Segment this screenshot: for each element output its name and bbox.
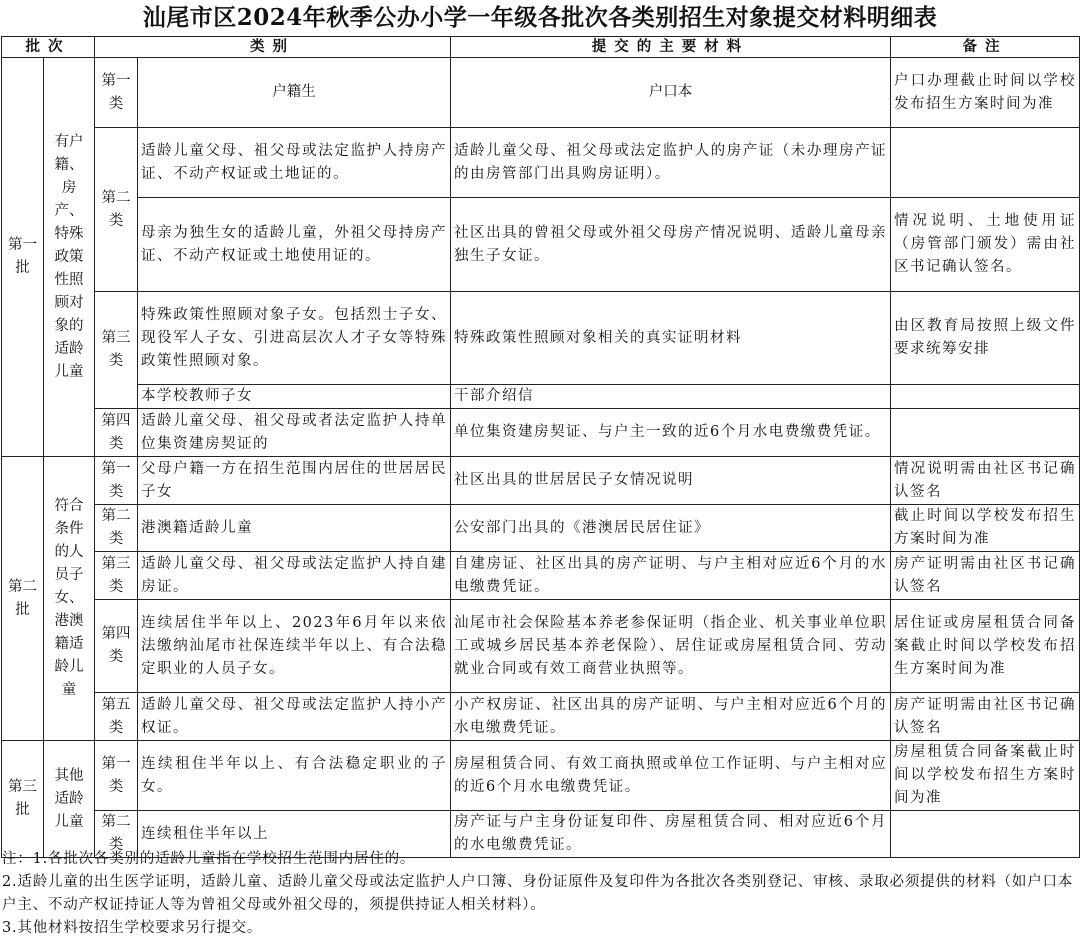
batch2-r4-cat: 连续居住半年以上、2023年6月年以来依法缴纳汕尾市社保连续半年以上、有合法稳定职业的人员子女。 bbox=[138, 600, 451, 693]
batch2-r5-cat: 适龄儿童父母、祖父母或法定监护人持小产权证。 bbox=[138, 693, 451, 741]
note-1: 注：1.各批次各类别的适龄儿童指在学校招生范围内居住的。 bbox=[2, 851, 416, 867]
enrollment-table bbox=[1, 36, 1080, 858]
batch1-r1-cat: 户籍生 bbox=[138, 58, 451, 128]
batch1-group: 有户籍、房产、特殊政策性照顾对象的适龄儿童 bbox=[44, 58, 95, 457]
batch2-r4-rem: 居住证或房屋租赁合同备案截止时间以学校发布招生方案时间为准 bbox=[891, 600, 1080, 693]
batch2-group: 符合条件的人员子女、港澳籍适龄儿童 bbox=[44, 457, 95, 741]
table-row bbox=[2, 600, 1080, 693]
table-row bbox=[2, 693, 1080, 741]
batch2-r5-sub: 第五类 bbox=[95, 693, 138, 741]
batch2-r3-cat: 适龄儿童父母、祖父母或法定监护人持自建房证。 bbox=[138, 552, 451, 600]
batch2-r1-cat: 父母户籍一方在招生范围内居住的世居居民子女 bbox=[138, 457, 451, 505]
batch1-r3-rem: 情况说明、土地使用证（房管部门颁发）需由社区书记确认签名。 bbox=[891, 198, 1080, 292]
batch3-r1-cat: 连续租住半年以上、有合法稳定职业的子女。 bbox=[138, 741, 451, 811]
batch1-r6-mat: 单位集资建房契证、与户主一致的近6个月水电费缴费凭证。 bbox=[451, 409, 891, 457]
batch1-r6-sub: 第四类 bbox=[95, 409, 138, 457]
batch2-r5-mat: 小产权房证、社区出具的房产证明、与户主相对应近6个月的水电缴费凭证。 bbox=[451, 693, 891, 741]
batch3-label: 第三批 bbox=[2, 741, 44, 858]
table-row bbox=[2, 292, 1080, 385]
batch1-r4-mat: 特殊政策性照顾对象相关的真实证明材料 bbox=[451, 292, 891, 385]
page-title: 汕尾市区2024年秋季公办小学一年级各批次各类别招生对象提交材料明细表 bbox=[142, 4, 938, 31]
header-category: 类别 bbox=[95, 37, 451, 58]
batch3-r1-mat: 房屋租赁合同、有效工商执照或单位工作证明、与户主相对应的近6个月水电缴费凭证。 bbox=[451, 741, 891, 811]
batch2-r2-cat: 港澳籍适龄儿童 bbox=[138, 505, 451, 552]
table-row bbox=[2, 409, 1080, 457]
table-row bbox=[2, 128, 1080, 198]
batch3-r2-cat: 连续租住半年以上 bbox=[138, 811, 451, 858]
batch2-r2-mat: 公安部门出具的《港澳居民居住证》 bbox=[451, 505, 891, 552]
note-3: 3.其他材料按招生学校要求另行提交。 bbox=[2, 920, 263, 936]
batch3-r1-sub: 第一类 bbox=[95, 741, 138, 811]
batch1-r4-cat: 特殊政策性照顾对象子女。包括烈士子女、现役军人子女、引进高层次人才子女等特殊政策性照顾对象。 bbox=[138, 292, 451, 385]
header-batch: 批次 bbox=[2, 37, 95, 58]
batch1-r2-rem bbox=[891, 128, 1080, 198]
batch2-r2-sub: 第二类 bbox=[95, 505, 138, 552]
batch1-r1-mat: 户口本 bbox=[451, 58, 891, 128]
table-row bbox=[2, 385, 1080, 409]
batch3-r2-mat: 房产证与户主身份证复印件、房屋租赁合同、相对应近6个月的水电缴费凭证。 bbox=[451, 811, 891, 858]
batch2-r2-rem: 截止时间以学校发布招生方案时间为准 bbox=[891, 505, 1080, 552]
table-row bbox=[2, 741, 1080, 811]
batch2-r1-sub: 第一类 bbox=[95, 457, 138, 505]
header-remarks: 备注 bbox=[891, 37, 1080, 58]
batch2-r3-rem: 房产证明需由社区书记确认签名 bbox=[891, 552, 1080, 600]
batch1-r5-rem bbox=[891, 385, 1080, 409]
batch3-group: 其他适龄儿童 bbox=[44, 741, 95, 858]
batch3-r1-rem: 房屋租赁合同备案截止时间以学校发布招生方案时间为准 bbox=[891, 741, 1080, 811]
table-row bbox=[2, 58, 1080, 128]
batch3-r2-sub: 第二类 bbox=[95, 811, 138, 858]
note-2: 2.适龄儿童的出生医学证明，适龄儿童、适龄儿童父母或法定监护人户口簿、身份证原件及复印件为各批次各类别登记、审核、录取必须提供的材料（如户口本户主、不动产权证持证人等为曾祖父母或外祖父母的，须提供持证人相关材料）。 bbox=[2, 874, 1074, 913]
table-row bbox=[2, 505, 1080, 552]
batch1-r5-cat: 本学校教师子女 bbox=[138, 385, 451, 409]
batch2-r5-rem: 房产证明需由社区书记确认签名 bbox=[891, 693, 1080, 741]
batch2-r4-mat: 汕尾市社会保险基本养老参保证明（指企业、机关事业单位职工或城乡居民基本养老保险）、居住证或房屋租赁合同、劳动就业合同或有效工商营业执照等。 bbox=[451, 600, 891, 693]
batch2-r4-sub: 第四类 bbox=[95, 600, 138, 693]
batch1-r5-mat: 干部介绍信 bbox=[451, 385, 891, 409]
batch1-r3-mat: 社区出具的曾祖父母或外祖父母房产情况说明、适龄儿童母亲独生子女证。 bbox=[451, 198, 891, 292]
batch1-r1-sub: 第一类 bbox=[95, 58, 138, 128]
batch2-r3-sub: 第三类 bbox=[95, 552, 138, 600]
batch2-label: 第二批 bbox=[2, 457, 44, 741]
batch1-r6-cat: 适龄儿童父母、祖父母或者法定监护人持单位集资建房契证的 bbox=[138, 409, 451, 457]
table-row bbox=[2, 198, 1080, 292]
header-materials: 提交的主要材料 bbox=[451, 37, 891, 58]
table-header-row bbox=[2, 37, 1080, 58]
batch2-r1-rem: 情况说明需由社区书记确认签名 bbox=[891, 457, 1080, 505]
batch1-r4-rem: 由区教育局按照上级文件要求统筹安排 bbox=[891, 292, 1080, 385]
batch1-label: 第一批 bbox=[2, 58, 44, 457]
batch2-r3-mat: 自建房证、社区出具的房产证明、与户主相对应近6个月的水电缴费凭证。 bbox=[451, 552, 891, 600]
batch1-r1-rem: 户口办理截止时间以学校发布招生方案时间为准 bbox=[891, 58, 1080, 128]
batch1-r2-cat: 适龄儿童父母、祖父母或法定监护人持房产证、不动产权证或土地证的。 bbox=[138, 128, 451, 198]
batch1-r2-sub: 第二类 bbox=[95, 128, 138, 292]
footnotes bbox=[2, 848, 1074, 940]
batch1-r6-rem bbox=[891, 409, 1080, 457]
batch1-r2-mat: 适龄儿童父母、祖父母或法定监护人的房产证（未办理房产证的由房管部门出具购房证明）。 bbox=[451, 128, 891, 198]
table-row bbox=[2, 552, 1080, 600]
table-row bbox=[2, 457, 1080, 505]
batch1-r4-sub: 第三类 bbox=[95, 292, 138, 409]
batch1-r3-cat: 母亲为独生女的适龄儿童，外祖父母持房产证、不动产权证或土地使用证的。 bbox=[138, 198, 451, 292]
batch2-r1-mat: 社区出具的世居居民子女情况说明 bbox=[451, 457, 891, 505]
